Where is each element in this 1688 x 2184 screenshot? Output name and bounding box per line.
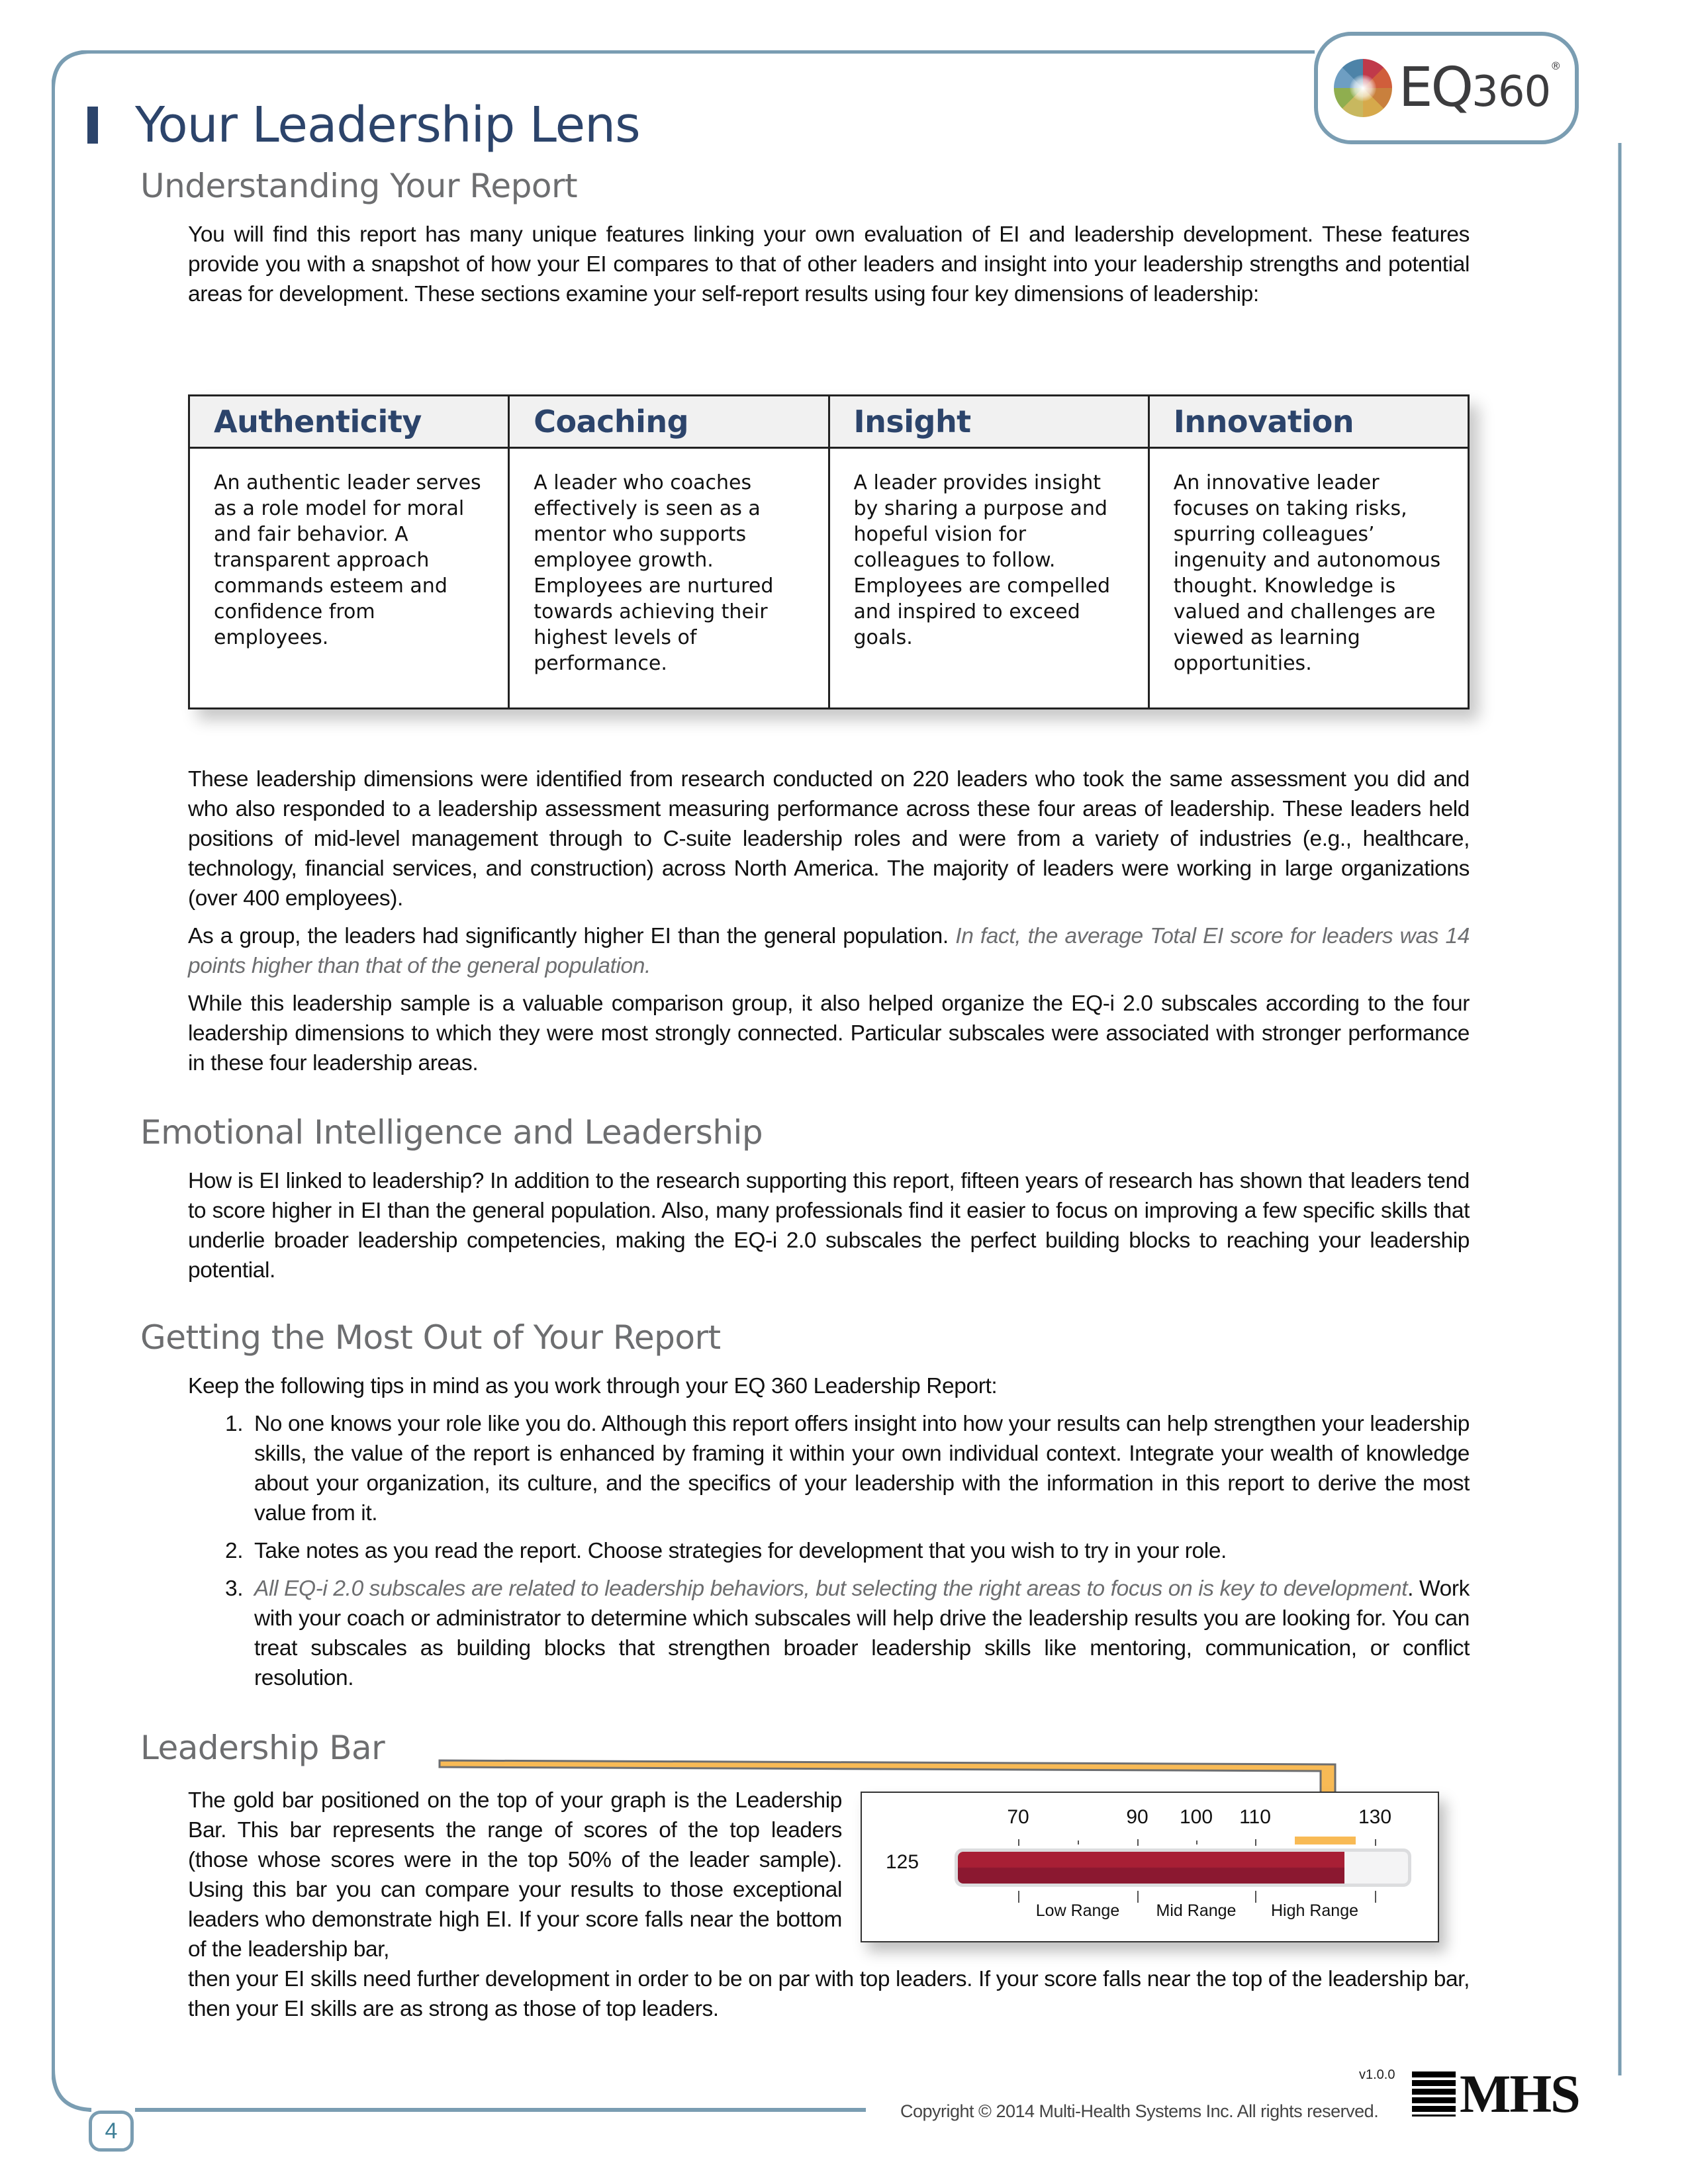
leadership-bar-full-text bbox=[188, 1964, 1470, 2032]
mhs-logo-text: MHS bbox=[1460, 2064, 1579, 2124]
group-paragraph-italic: In fact, the average Total EI score for leaders was 14 points higher than that of the general population. bbox=[188, 924, 1470, 978]
tick-mark bbox=[1137, 1839, 1139, 1846]
page-number: 4 bbox=[89, 2111, 134, 2152]
range-label-high: High Range bbox=[1270, 1901, 1359, 1920]
tick-label: 90 bbox=[1126, 1806, 1149, 1828]
score-bar-track bbox=[955, 1848, 1411, 1887]
title-accent-bar bbox=[87, 107, 98, 144]
leadership-gold-bar bbox=[1295, 1837, 1356, 1844]
leadership-bar-paragraph-1: The gold bar positioned on the top of your graph is the Leadership Bar. This bar represents the range of scores of the top leaders (those whose scores were in the top 50% of the leader sample). Using this bar you can compare your results to those exceptional leaders who demonstrate high EI. If your score falls near the bottom of the leadership bar, bbox=[188, 1788, 842, 1962]
tick-label: 130 bbox=[1358, 1806, 1392, 1828]
eq360-logo-text: EQ360® bbox=[1398, 56, 1560, 119]
tip-item bbox=[225, 1574, 1470, 1693]
page-title: Your Leadership Lens bbox=[135, 97, 640, 154]
copyright-text: Copyright © 2014 Multi-Health Systems Inc. All rights reserved. bbox=[900, 2101, 1379, 2121]
range-label-mid: Mid Range bbox=[1156, 1901, 1237, 1920]
dimension-description-authenticity: An authentic leader serves as a role model for moral and fair behavior. A transparent approach commands esteem and confidence from employees. bbox=[189, 448, 509, 709]
ei-leadership-paragraph: How is EI linked to leadership? In addition to the research supporting this report, fifteen years of research has shown that leaders tend to score higher in EI than the general population. Also, many professionals find it easier to focus on improving a few specific skills that underlie broader leadership competencies, making the EQ-i 2.0 subscales the perfect building blocks to reaching your leadership potential. bbox=[188, 1169, 1470, 1283]
tick-mark bbox=[1018, 1891, 1019, 1903]
section-heading-leadership-bar: Leadership Bar bbox=[140, 1729, 385, 1767]
section-heading-most-out: Getting the Most Out of Your Report bbox=[140, 1318, 721, 1357]
group-paragraph bbox=[188, 921, 1470, 981]
leadership-bar-paragraph-2: then your EI skills need further development in order to be on par with top leaders. If your score falls near the top of the leadership bar, then your EI skills are as strong as those of top leaders. bbox=[188, 1967, 1470, 2021]
tip-item bbox=[225, 1409, 1470, 1528]
tip-text: No one knows your role like you do. Although this report offers insight into how your results can help strengthen your leadership skills, the value of the report is enhanced by framing it within your own individual context. Integrate your wealth of knowledge about your organization, its culture, and the specifics of your leadership with the information in this report to derive the most value from it. bbox=[254, 1412, 1470, 1525]
understanding-intro bbox=[188, 220, 1470, 317]
tick-mark bbox=[1375, 1839, 1376, 1846]
research-block bbox=[188, 764, 1470, 1086]
tips-list bbox=[188, 1409, 1470, 1693]
dimension-description-insight: A leader provides insight by sharing a purpose and hopeful vision for colleagues to follow. Employees are compelled and inspired to exceed goals. bbox=[829, 448, 1149, 709]
dimension-header-coaching: Coaching bbox=[509, 396, 829, 448]
dimension-header-authenticity: Authenticity bbox=[189, 396, 509, 448]
leadership-dimensions-table bbox=[188, 394, 1470, 709]
tick-mark bbox=[1078, 1841, 1079, 1844]
leadership-bar-wrapped-text bbox=[188, 1786, 842, 1964]
tick-label: 100 bbox=[1179, 1806, 1213, 1828]
score-label: 125 bbox=[886, 1851, 919, 1873]
tip-number: 3. bbox=[225, 1576, 244, 1601]
tick-label: 70 bbox=[1007, 1806, 1029, 1828]
tip-text: Take notes as you read the report. Choose strategies for development that you wish to try in your role. bbox=[254, 1539, 1227, 1563]
tick-label: 110 bbox=[1239, 1806, 1271, 1828]
intro-paragraph: You will find this report has many unique features linking your own evaluation of EI and leadership development. These features provide you with a snapshot of how your EI compares to that of other leaders and insight into your leadership strengths and potential areas for development. These sections examine your self-report results using four key dimensions of leadership: bbox=[188, 222, 1470, 306]
section-heading-ei-leadership: Emotional Intelligence and Leadership bbox=[140, 1113, 763, 1152]
tick-mark bbox=[1196, 1841, 1197, 1844]
tip-item bbox=[225, 1536, 1470, 1566]
tick-mark bbox=[1375, 1891, 1376, 1903]
tick-mark bbox=[1137, 1891, 1139, 1903]
tick-mark bbox=[1018, 1839, 1019, 1846]
research-paragraph: These leadership dimensions were identified from research conducted on 220 leaders who took the same assessment you did and who also responded to a leadership assessment measuring performance across these four areas of leadership. These leaders held positions of mid-level management through to C-suite leadership roles and were from a variety of industries (e.g., healthcare, technology, financial services, and construction) across North America. The majority of leaders were working in large organizations (over 400 employees). bbox=[188, 767, 1470, 911]
tips-intro: Keep the following tips in mind as you work through your EQ 360 Leadership Report: bbox=[188, 1374, 998, 1398]
sample-paragraph: While this leadership sample is a valuable comparison group, it also helped organize the EQ-i 2.0 subscales according to the four leadership dimensions to which they were most strongly connected. Particular subscales were associated with stronger performance in these four leadership areas. bbox=[188, 991, 1470, 1075]
page-title-row bbox=[87, 97, 640, 154]
version-label: v1.0.0 bbox=[1359, 2068, 1395, 2082]
dimension-description-innovation: An innovative leader focuses on taking risks, spurring colleagues’ ingenuity and autonomous thought. Knowledge is valued and challenges are viewed as learning opportunities. bbox=[1149, 448, 1468, 709]
tick-mark bbox=[1255, 1891, 1256, 1903]
tip-text: . Work with your coach or administrator to determine which subscales will help drive the leadership results you are looking for. You can treat subscales as building blocks that strengthen broader leadership skills like mentoring, communication, or conflict resolution. bbox=[254, 1576, 1470, 1690]
ei-leadership-body bbox=[188, 1166, 1470, 1293]
most-out-body bbox=[188, 1371, 1470, 1701]
tip-italic-text: All EQ-i 2.0 subscales are related to leadership behaviors, but selecting the right areas to focus on is key to development bbox=[254, 1576, 1408, 1601]
eq360-color-wheel-icon bbox=[1334, 59, 1392, 117]
range-label-low: Low Range bbox=[1035, 1901, 1120, 1920]
dimension-header-innovation: Innovation bbox=[1149, 396, 1468, 448]
tip-number: 1. bbox=[225, 1412, 244, 1436]
mhs-emblem-icon bbox=[1412, 2071, 1456, 2116]
tick-mark bbox=[1255, 1839, 1256, 1846]
dimension-description-coaching: A leader who coaches effectively is seen as a mentor who supports employee growth. Employees are nurtured towards achieving their highest levels of performance. bbox=[509, 448, 829, 709]
eq360-logo bbox=[1314, 32, 1579, 144]
leadership-bar-example-graph bbox=[861, 1792, 1439, 1942]
section-heading-understanding: Understanding Your Report bbox=[140, 167, 578, 205]
group-paragraph-text: As a group, the leaders had significantly higher EI than the general population. bbox=[188, 924, 949, 948]
mhs-logo bbox=[1412, 2064, 1579, 2124]
dimension-header-insight: Insight bbox=[829, 396, 1149, 448]
tip-number: 2. bbox=[225, 1539, 244, 1563]
score-bar-fill bbox=[958, 1852, 1344, 1884]
